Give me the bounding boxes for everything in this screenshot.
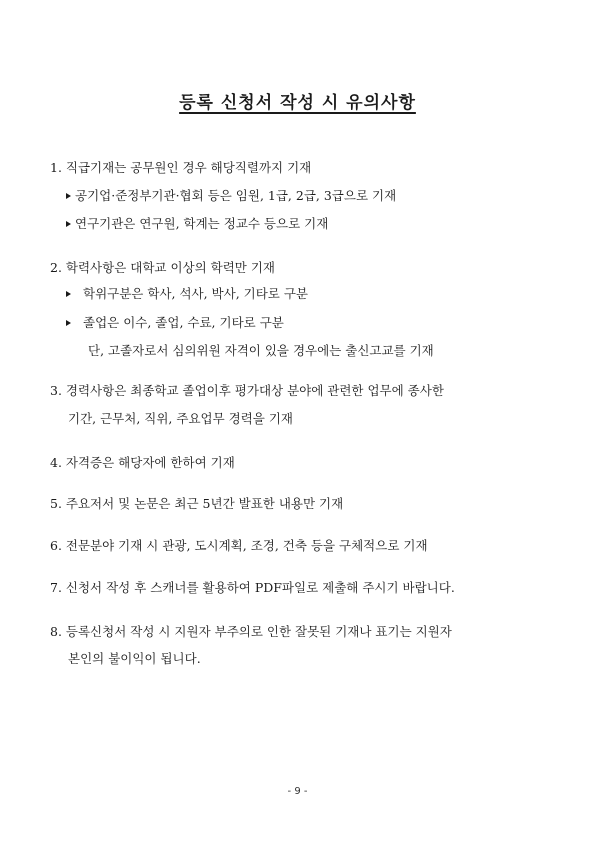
item-2: 2. 학력사항은 대학교 이상의 학력만 기재 <box>50 260 275 275</box>
page-number: - 9 - <box>287 786 308 797</box>
item-4: 4. 자격증은 해당자에 한하여 기재 <box>50 455 235 470</box>
item-2-bullet-1 <box>66 286 308 302</box>
item-1: 1. 직급기재는 공무원인 경우 해당직렬까지 기재 <box>50 160 312 175</box>
triangle-bullet-icon <box>66 193 71 199</box>
item-8-line-1: 8. 등록신청서 작성 시 지원자 부주의로 인한 잘못된 기재나 표기는 지원자 <box>50 624 452 639</box>
item-7: 7. 신청서 작성 후 스캐너를 활용하여 PDF파일로 제출해 주시기 바랍니다. <box>50 580 455 595</box>
triangle-bullet-icon <box>66 320 71 326</box>
item-2-bullet-2-text: 졸업은 이수, 졸업, 수료, 기타로 구분 <box>83 315 284 330</box>
item-3-line-2: 기간, 근무처, 직위, 주요업무 경력을 기재 <box>68 411 293 426</box>
item-1-bullet-1 <box>66 188 396 204</box>
page-title <box>0 88 595 113</box>
item-1-bullet-2-text: 연구기관은 연구원, 학계는 정교수 등으로 기재 <box>75 216 329 231</box>
item-2-note: 단, 고졸자로서 심의위원 자격이 있을 경우에는 출신고교를 기재 <box>88 343 434 358</box>
triangle-bullet-icon <box>66 221 71 227</box>
item-5: 5. 주요저서 및 논문은 최근 5년간 발표한 내용만 기재 <box>50 496 344 511</box>
item-1-bullet-2 <box>66 216 328 232</box>
page-title-text: 등록 신청서 작성 시 유의사항 <box>179 93 416 113</box>
item-2-bullet-1-text: 학위구분은 학사, 석사, 박사, 기타로 구분 <box>83 286 308 301</box>
item-2-bullet-2 <box>66 315 284 331</box>
triangle-bullet-icon <box>66 291 71 297</box>
item-3-line-1: 3. 경력사항은 최종학교 졸업이후 평가대상 분야에 관련한 업무에 종사한 <box>50 383 444 398</box>
item-6: 6. 전문분야 기재 시 관광, 도시계획, 조경, 건축 등을 구체적으로 기재 <box>50 538 428 553</box>
item-1-bullet-1-text: 공기업·준정부기관·협회 등은 임원, 1급, 2급, 3급으로 기재 <box>75 188 397 203</box>
item-8-line-2: 본인의 불이익이 됩니다. <box>68 651 201 666</box>
